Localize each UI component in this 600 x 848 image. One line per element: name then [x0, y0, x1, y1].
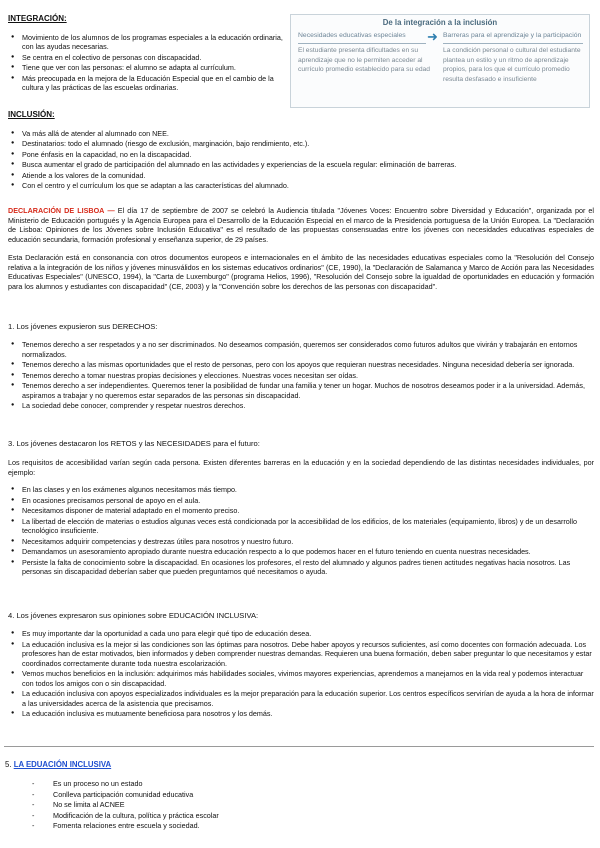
list-item: ● La libertad de elección de materias o estudios algunas veces está condicionada por la accesibilidad de los edificios, de los materiales (equipamiento, libros) y de un desarrollo tecnológico insuficiente. [10, 517, 594, 536]
diagram-left-text: El estudiante presenta dificultades en su aprendizaje que no le permiten acceder al currículo promedio establecido para su edad [298, 47, 430, 74]
derechos-list [8, 340, 594, 411]
list-item: - Modificación de la cultura, política y práctica escolar [5, 811, 591, 821]
integracion-heading: INTEGRACIÓN: [8, 14, 67, 23]
list-item: ● Tiene que ver con las personas: el alumno se adapta al currículum. [10, 63, 284, 73]
seccion5-list [5, 779, 591, 831]
list-item: ● La educación inclusiva con apoyos especializados individuales es la mejor preparación para la educación superior. Los centros específicos servirían de ayuda a la hora de informar a las universidades acerca de la asistencia que precisamos. [10, 689, 594, 708]
inclusion-heading: INCLUSIÓN: [8, 110, 55, 119]
retos-heading: 3. Los jóvenes destacaron los RETOS y las NECESIDADES para el futuro: [8, 439, 260, 448]
section-divider [4, 746, 594, 747]
list-item: ● Pone énfasis en la capacidad, no en la discapacidad. [10, 150, 594, 160]
lisboa-paragraph-2: Esta Declaración está en consonancia con otros documentos europeos e internacionales en el ámbito de las necesidades educativas especiales como la "Resolución del Consejo relativa a la integración de los niños y jóvenes minusválidos en los sistemas educativos ordinarios" (CE, 1990), la "Declaración de Salamanca y Marco de Acción para las Necesidades Educativas Especiales" (UNESCO, 1994), la "Carta de Luxemburgo" (programa Helios, 1996), "Resolución del Consejo sobre la igualdad de oportunidades en educación y formación para los alumnos y estudiantes con discapacidad" (CE, 2003) y la "Convención sobre los derechos de las personas con discapacidad". [8, 253, 594, 291]
opiniones-list [8, 629, 594, 719]
retos-list [8, 485, 594, 577]
opiniones-heading: 4. Los jóvenes expresaron sus opiniones sobre EDUCACIÓN INCLUSIVA: [8, 611, 259, 620]
list-item: - Fomenta relaciones entre escuela y sociedad. [5, 821, 591, 831]
diagram-title: De la integración a la inclusión [382, 18, 498, 27]
seccion5-number: 5. [5, 760, 12, 769]
list-item: ● Vemos muchos beneficios en la inclusión: adquirimos más habilidades sociales, vivimos mayores experiencias, aprendemos a manejarnos en la vida real y podemos interactuar con todos los amigos con o sin discapacidad. [10, 669, 594, 688]
lisboa-text-1: El día 17 de septiembre de 2007 se celebró la Audiencia titulada "Jóvenes Voces: Encuentro sobre Diversidad y Educación", organizada por el Ministerio de Educación portugués y la Agencia Europea para el Desarrollo de la Educación Especial en el marco de la Presidencia portuguesa de la Unión Europea. La "Declaración de Lisboa: Opiniones de los Jóvenes sobre Inclusión Educativa" es el resultado de las propuestas consensuadas entre los jóvenes con necesidades educativas especiales de educación secundaria, formación profesional y enseñanza superior, de 29 países. [8, 206, 595, 244]
list-item: ● Es muy importante dar la oportunidad a cada uno para elegir qué tipo de educación desea. [10, 629, 594, 639]
integracion-list [8, 33, 284, 93]
lisboa-dash: — [107, 206, 115, 215]
list-item: ● Más preocupada en la mejora de la Educación Especial que en el cambio de la cultura y las prácticas de las escuelas ordinarias. [10, 74, 284, 93]
seccion5-heading [5, 760, 591, 770]
list-item: ● Tenemos derecho a ser independientes. Queremos tener la posibilidad de fundar una familia y tener un hogar. Muchos de nosotros deseamos poder ir a la universidad. Además, aspiramos a trabajar y no queremos estar separados de las personas sin discapacidad. [10, 381, 594, 400]
list-item: ● Demandamos un asesoramiento apropiado durante nuestra educación respecto a lo que podemos hacer en el futuro teniendo en cuenta nuestras necesidades. [10, 547, 594, 557]
lisboa-label: DECLARACIÓN DE LISBOA [8, 206, 105, 215]
list-item: ● En las clases y en los exámenes algunos necesitamos más tiempo. [10, 485, 594, 495]
list-item: ● La educación inclusiva es mutuamente beneficiosa para nosotros y los demás. [10, 709, 594, 719]
list-item: ● Destinatarios: todo el alumnado (riesgo de exclusión, marginación, bajo rendimiento, etc.). [10, 139, 594, 149]
seccion5-heading-link[interactable]: LA EDUACIÓN INCLUSIVA [13, 760, 112, 769]
list-item: ● Va más allá de atender al alumnado con NEE. [10, 129, 594, 139]
list-item: ● Movimiento de los alumnos de los programas especiales a la educación ordinaria, con las ayudas necesarias. [10, 33, 284, 52]
lisboa-section [8, 206, 594, 291]
list-item: ● Tenemos derecho a las mismas oportunidades que el resto de personas, pero con los apoyos que requieran nuestras necesidades. Ninguna necesidad debería ser ignorada. [10, 360, 594, 370]
list-item: ● Tenemos derecho a ser respetados y a no ser discriminados. No deseamos compasión, queremos ser considerados como futuros adultos que vivirán y trabajarán en entornos normalizados. [10, 340, 594, 359]
derechos-section [8, 322, 594, 412]
integracion-section [8, 14, 284, 94]
list-item: ● La educación inclusiva es la mejor si las condiciones son las óptimas para nosotros. Debe haber apoyos y recursos suficientes, así como docentes con formación adecuada. Los profesores han de estar motivados, bien informados y deben comprender nuestras demandas. Requieren una buena formación, deben saber preguntar lo que necesitamos y estar coordinados correctamente durante toda nuestra escolarización. [10, 640, 594, 669]
list-item: ● La sociedad debe conocer, comprender y respetar nuestros derechos. [10, 401, 594, 411]
opiniones-section [8, 611, 594, 720]
diagram-right-header: Barreras para el aprendizaje y la participación [443, 32, 583, 44]
list-item: ● Con el centro y el currículum los que se adaptan a las características del alumnado. [10, 181, 594, 191]
arrow-right-icon: ➜ [427, 29, 438, 44]
list-item: - Conlleva participación comunidad educativa [5, 790, 591, 800]
inclusion-list [8, 129, 594, 191]
list-item: ● Atiende a los valores de la comunidad. [10, 171, 594, 181]
inclusion-section [8, 110, 594, 192]
retos-intro: Los requisitos de accesibilidad varían según cada persona. Existen diferentes barreras en la educación y en la sociedad dependiendo de las distintas necesidades individuales, por ejemplo: [8, 458, 594, 477]
derechos-heading: 1. Los jóvenes expusieron sus DERECHOS: [8, 322, 158, 331]
retos-section [8, 439, 594, 578]
list-item: ● Se centra en el colectivo de personas con discapacidad. [10, 53, 284, 63]
list-item: ● Necesitamos disponer de material adaptado en el momento preciso. [10, 506, 594, 516]
list-item: ● Tenemos derecho a tomar nuestras propias decisiones y elecciones. Nuestras voces necesitan ser oídas. [10, 371, 594, 381]
list-item: ● Busca aumentar el grado de participación del alumnado en las actividades y experiencias de la escuela regular: eliminación de barreras. [10, 160, 594, 170]
list-item: ● Necesitamos adquirir competencias y destrezas útiles para nosotros y nuestro futuro. [10, 537, 594, 547]
seccion5-section [5, 760, 591, 832]
integration-inclusion-diagram [290, 14, 590, 108]
lisboa-paragraph-1 [8, 206, 594, 244]
diagram-left-header: Necesidades educativas especiales [298, 32, 426, 44]
diagram-right-text: La condición personal o cultural del estudiante plantea un estilo y un ritmo de aprendizaje propios, para los que el currículo promedio resulta desfasado e insuficiente [443, 47, 581, 84]
list-item: ● En ocasiones precisamos personal de apoyo en el aula. [10, 496, 594, 506]
list-item: ● Persiste la falta de conocimiento sobre la discapacidad. En ocasiones los profesores, el resto del alumnado y algunos padres tienen actitudes negativas hacia nosotros. Las personas sin discapacidad deberían saber que pueden preguntarnos qué necesitamos o ayuda. [10, 558, 594, 577]
list-item: - No se limita al ACNEE [5, 800, 591, 810]
list-item: - Es un proceso no un estado [5, 779, 591, 789]
